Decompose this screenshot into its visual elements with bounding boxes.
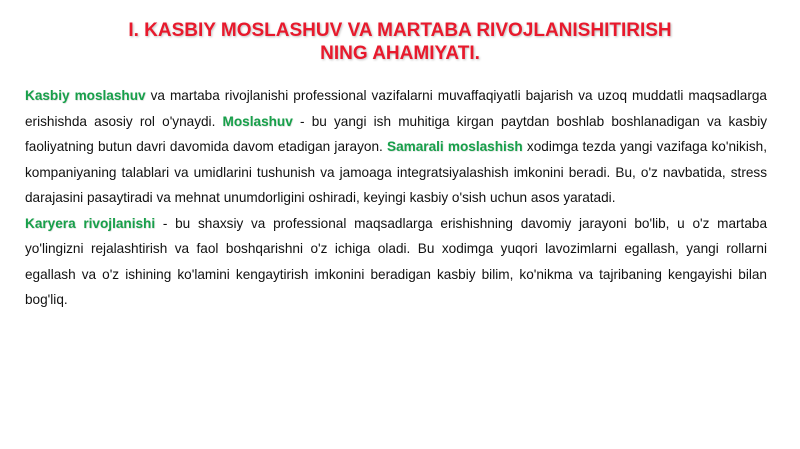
paragraph-text: xodimga tezda yangi vazifaga ko'nikish, kompaniyaning talablari va umidlarini tushunish va jamoaga integratsiyalashish imkonini beradi. Bu, o'z navbatida, stress darajasini pasaytiradi va mehnat unumdorligini oshiradi, keyingi kasbiy o'sish uchun asos yaratadi. bbox=[25, 139, 767, 205]
highlight-samarali-moslashish: Samarali moslashish bbox=[387, 139, 523, 154]
slide-title-line-1: I. KASBIY MOSLASHUV VA MARTABA RIVOJLANISHITIRISH bbox=[128, 20, 672, 41]
paragraph-text: va martaba rivojlanishi professional vazifalarni muvaffaqiyatli bajarish va uzoq muddatli maqsadlarga erishishda asosiy rol o'ynaydi. bbox=[25, 88, 767, 129]
slide-title-line-2: NING AHAMIYATI. bbox=[320, 43, 480, 64]
paragraph-career bbox=[25, 211, 767, 313]
paragraph-text: - bu shaxsiy va professional maqsadlarga erishishning davomiy jarayoni bo'lib, u o'z martaba yo'lingizni rejalashtirish va faol boshqarishni o'z ichiga oladi. Bu xodimga yuqori lavozimlarni egallash, yangi rollarni egallash va o'z ishining ko'lamini kengaytirish imkonini beradigan kasbiy bilim, ko'nikma va tajribaning kengayishi bilan bog'liq. bbox=[25, 215, 768, 307]
highlight-kasbiy-moslashuv: Kasbiy moslashuv bbox=[25, 88, 146, 103]
paragraph-adaptation bbox=[25, 83, 767, 211]
paragraph-text: - bu yangi ish muhitiga kirgan paytdan boshlab boshlanadigan va kasbiy faoliyatning butun davri davomida davom etadigan jarayon. bbox=[25, 113, 768, 154]
highlight-moslashuv: Moslashuv bbox=[222, 113, 293, 129]
slide-body bbox=[25, 83, 767, 313]
slide-title bbox=[0, 19, 800, 65]
highlight-karyera-rivojlanishi: Karyera rivojlanishi bbox=[25, 215, 156, 231]
